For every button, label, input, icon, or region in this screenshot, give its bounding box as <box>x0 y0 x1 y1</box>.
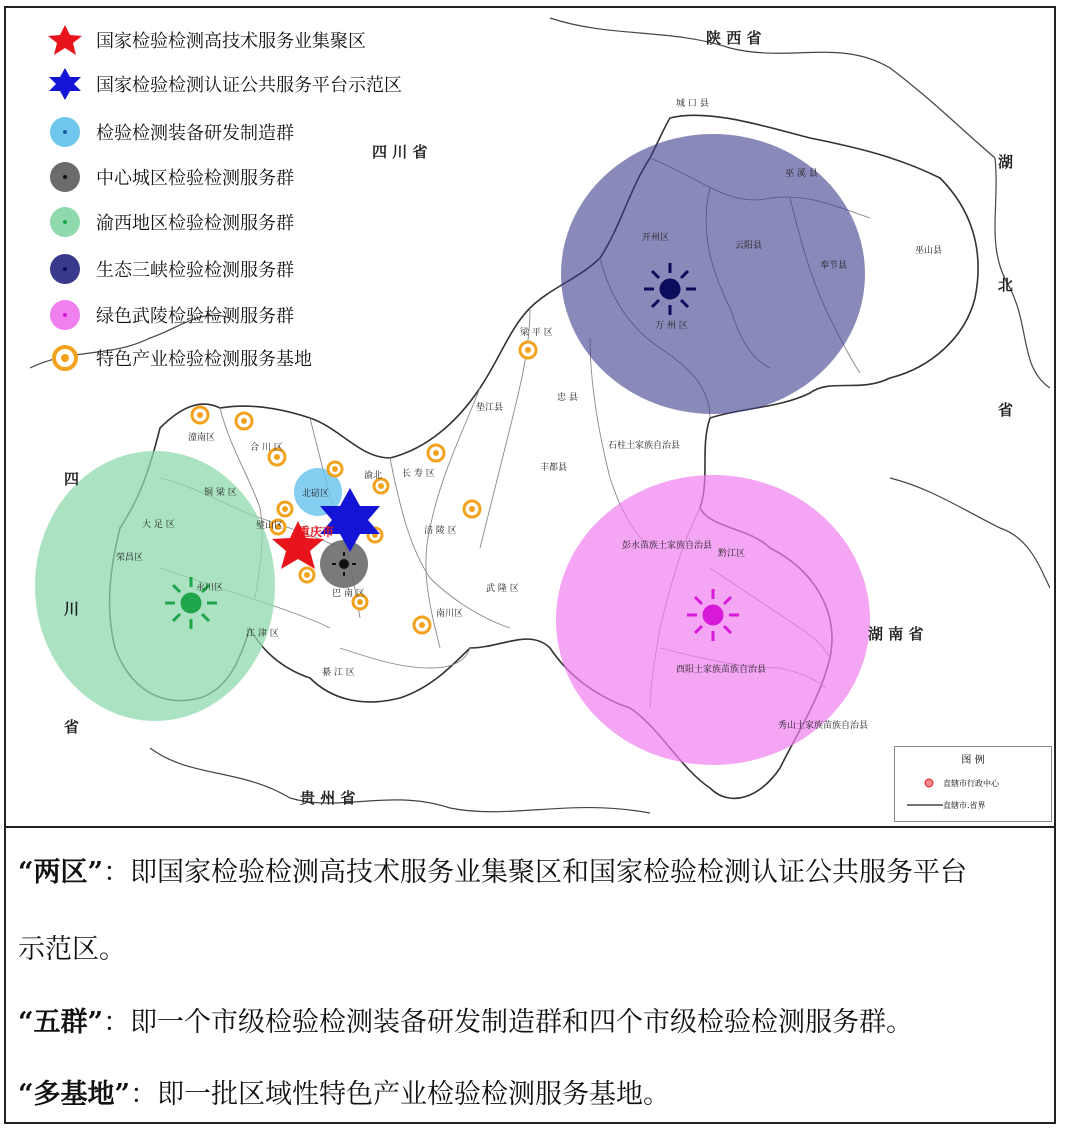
caption-panel <box>18 836 1048 1116</box>
legend-label: 国家检验检测高技术服务业集聚区 <box>96 31 366 52</box>
paragraph-body: 即一批区域性特色产业检验检测服务基地。 <box>157 1079 671 1110</box>
paragraph-five-groups <box>18 1004 913 1042</box>
label-sichuan-west-3: 省 <box>64 718 80 736</box>
legend-item-blue-star <box>46 68 402 100</box>
legend-label: 特色产业检验检测服务基地 <box>96 349 312 370</box>
label-pengshui: 彭水苗族土家族自治县 <box>622 541 713 551</box>
map-legend-row <box>903 799 986 811</box>
label-yongchuan: 永川区 <box>196 583 224 593</box>
capital-marker-icon <box>903 777 943 789</box>
label-dianjiang: 垫江县 <box>476 403 504 413</box>
paragraph-body: 示范区。 <box>18 934 126 965</box>
paragraph-body: 即国家检验检测高技术服务业集聚区和国家检验检测认证公共服务平台 <box>130 857 968 888</box>
term-two-zones: “两区” <box>18 857 104 888</box>
label-hunan: 湖 南 省 <box>868 625 924 643</box>
paragraph-two-zones-cont <box>18 931 126 969</box>
map-legend-title: 图 例 <box>961 755 985 766</box>
colon: ： <box>130 1079 158 1110</box>
label-sichuan-north: 四 川 省 <box>372 143 428 161</box>
label-tongnan: 潼南区 <box>188 433 216 443</box>
label-hubei-1: 湖 <box>998 153 1014 171</box>
label-sichuan-west-2: 川 <box>64 600 80 618</box>
label-changshou: 长 寿 区 <box>402 469 435 479</box>
label-zhongxian: 忠 县 <box>557 393 578 403</box>
label-youyang: 酉阳土家族苗族自治县 <box>676 665 767 675</box>
label-rongchang: 荣昌区 <box>116 553 144 563</box>
label-sichuan-west-1: 四 <box>64 470 80 488</box>
label-dazu: 大 足 区 <box>142 520 175 530</box>
map-legend-row <box>903 777 999 789</box>
legend-label: 检验检测装备研发制造群 <box>96 123 294 144</box>
paragraph-body: 即一个市级检验检测装备研发制造群和四个市级检验检测服务群。 <box>130 1007 914 1038</box>
pink-circle-icon <box>46 299 84 331</box>
boundary-line-icon <box>903 799 943 811</box>
paragraph-two-zones <box>18 854 967 892</box>
label-tongliang: 铜 梁 区 <box>204 488 237 498</box>
legend-label: 国家检验检测认证公共服务平台示范区 <box>96 75 402 96</box>
label-wushan: 巫山县 <box>915 246 943 256</box>
label-kaizhou: 开州区 <box>642 233 670 243</box>
map-legend-box <box>894 746 1052 822</box>
label-banan: 巴 南 区 <box>332 589 365 599</box>
label-wanzhou: 万 州 区 <box>655 321 688 331</box>
label-qianjiang: 黔江区 <box>718 549 746 559</box>
legend-label: 生态三峡检验检测服务群 <box>96 260 294 281</box>
label-beibei: 北碚区 <box>302 489 330 499</box>
legend-item-red-star <box>46 24 366 56</box>
legend-label: 绿色武陵检验检测服务群 <box>96 306 294 327</box>
label-hechuan: 合 川 区 <box>250 443 283 453</box>
label-qijiang: 綦 江 区 <box>322 668 355 678</box>
chongqing-map <box>10 8 1050 820</box>
label-fengjie: 奉节县 <box>820 261 848 271</box>
gray-circle-icon <box>46 161 84 193</box>
red-star-icon <box>46 24 84 56</box>
term-five-groups: “五群” <box>18 1007 104 1038</box>
legend-item-pink <box>46 299 294 331</box>
label-chongqing-city: 重庆市 <box>298 525 335 539</box>
legend-item-light-blue <box>46 116 294 148</box>
green-circle-icon <box>46 206 84 238</box>
navy-circle-icon <box>46 253 84 285</box>
label-hubei-2: 北 <box>998 276 1014 294</box>
label-chengkou: 城 口 县 <box>676 99 709 109</box>
navy-cluster-circle <box>561 134 865 414</box>
label-liangping: 梁 平 区 <box>520 328 553 338</box>
label-yubei: 渝北 <box>364 471 383 481</box>
green-cluster-circle <box>35 451 275 721</box>
colon: ： <box>103 1007 131 1038</box>
label-shaanxi: 陕 西 省 <box>706 29 762 47</box>
label-fengdu: 丰都县 <box>540 463 568 473</box>
label-nanchuan: 南川区 <box>436 609 464 619</box>
label-yunyang: 云阳县 <box>735 241 763 251</box>
label-fuling: 涪 陵 区 <box>424 526 457 536</box>
map-legend-label: 直辖市.省界 <box>943 800 986 810</box>
label-wulong: 武 隆 区 <box>486 584 519 594</box>
orange-ring-icon <box>46 342 84 374</box>
label-jiangjin: 江 津 区 <box>246 629 279 639</box>
paragraph-multi-bases <box>18 1076 670 1114</box>
section-divider <box>4 826 1056 828</box>
label-bishan: 璧山区 <box>256 521 284 531</box>
label-guizhou: 贵 州 省 <box>300 789 356 807</box>
blue-star-icon <box>46 68 84 100</box>
legend-item-gray <box>46 161 294 193</box>
legend-item-navy <box>46 253 294 285</box>
label-hubei-3: 省 <box>998 401 1014 419</box>
light-blue-circle-icon <box>46 116 84 148</box>
legend-item-orange-ring <box>46 342 312 374</box>
term-multi-bases: “多基地” <box>18 1079 131 1110</box>
legend-label: 中心城区检验检测服务群 <box>96 168 294 189</box>
legend-label: 渝西地区检验检测服务群 <box>96 213 294 234</box>
legend-item-green <box>46 206 294 238</box>
colon: ： <box>103 857 131 888</box>
label-wuxi: 巫 溪 县 <box>785 169 818 179</box>
map-legend-label: 直辖市行政中心 <box>943 778 999 788</box>
label-xiushan: 秀山土家族苗族自治县 <box>778 721 869 731</box>
label-shizhu: 石柱土家族自治县 <box>608 441 681 451</box>
